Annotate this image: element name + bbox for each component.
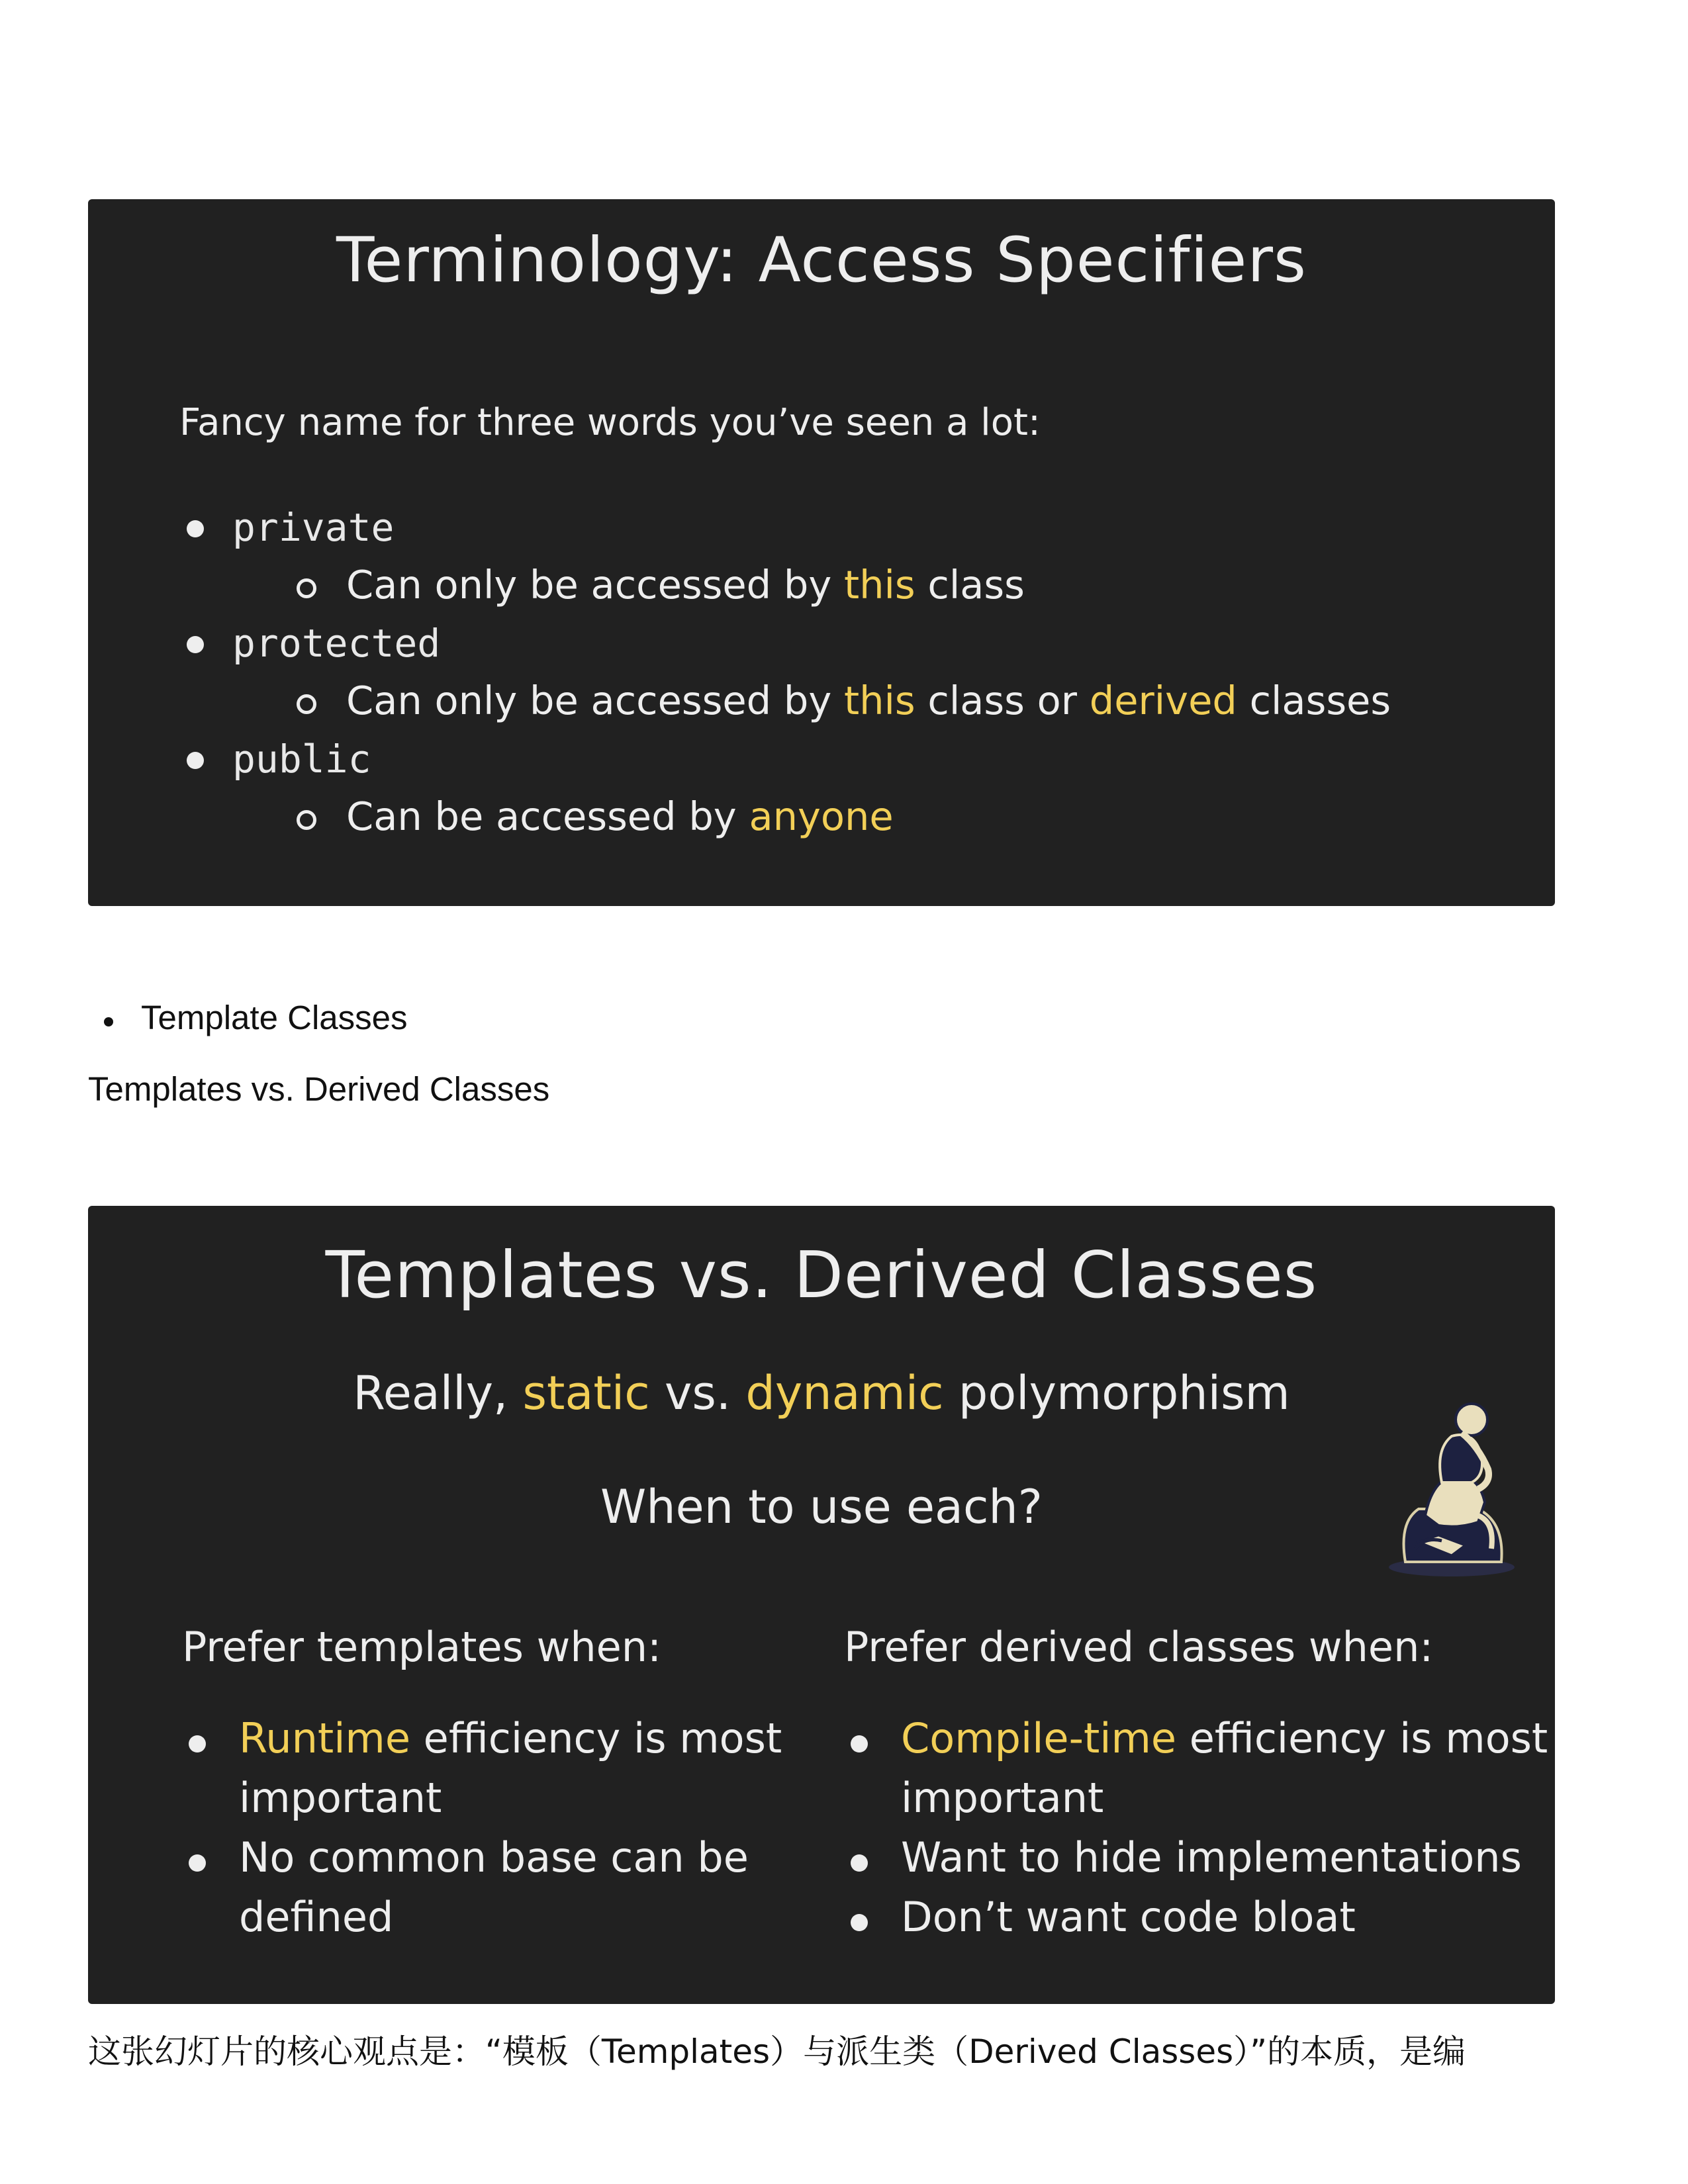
keyword-protected: protected — [232, 621, 441, 666]
slide-intro: Fancy name for three words you’ve seen a lot: — [179, 401, 1041, 444]
right-item-hide-implementations: Want to hide implementations — [901, 1833, 1522, 1882]
protected-description: Can only be accessed by this class or derived classes — [346, 678, 1391, 723]
left-item-no-common-base: No common base can be defined — [239, 1833, 749, 1941]
right-column-heading: Prefer derived classes when: — [844, 1623, 1434, 1671]
bullet-item-template-classes: Template Classes — [141, 999, 408, 1036]
bullet-dot — [851, 1914, 868, 1931]
bullet-dot — [851, 1854, 868, 1872]
section-heading: Templates vs. Derived Classes — [88, 1070, 550, 1108]
keyword-private: private — [232, 505, 395, 550]
templates-vs-derived-slide — [88, 1206, 1555, 2004]
right-item-code-bloat: Don’t want code bloat — [901, 1893, 1356, 1941]
bullet-dot — [189, 1854, 206, 1872]
thinker-statue-icon — [1379, 1383, 1531, 1582]
sub-bullet-ring — [297, 694, 316, 714]
right-item-compile-time: Compile-time efficiency is most important — [901, 1714, 1548, 1822]
bullet-dot — [187, 520, 204, 537]
slide-title: Terminology: Access Specifiers — [336, 224, 1307, 296]
footer-paragraph: 这张幻灯片的核心观点是：“模板（Templates）与派生类（Derived Classes）”的本质，是编 — [88, 2032, 1466, 2071]
sub-bullet-ring — [297, 578, 316, 598]
private-description: Can only be accessed by this class — [346, 562, 1025, 608]
keyword-public: public — [232, 737, 371, 782]
sub-bullet-ring — [297, 810, 316, 830]
bullet-dot — [187, 752, 204, 769]
slide-subtitle: Really, static vs. dynamic polymorphism — [353, 1366, 1290, 1420]
left-column-heading: Prefer templates when: — [182, 1623, 661, 1671]
access-specifiers-slide — [88, 199, 1555, 906]
bullet-dot — [851, 1735, 868, 1752]
list-bullet — [104, 1017, 113, 1026]
bullet-dot — [187, 636, 204, 653]
left-item-runtime: Runtime efficiency is most important — [239, 1714, 782, 1822]
bullet-dot — [189, 1735, 206, 1752]
slide-question: When to use each? — [600, 1480, 1043, 1534]
slide-title: Templates vs. Derived Classes — [325, 1238, 1318, 1312]
public-description: Can be accessed by anyone — [346, 794, 894, 839]
